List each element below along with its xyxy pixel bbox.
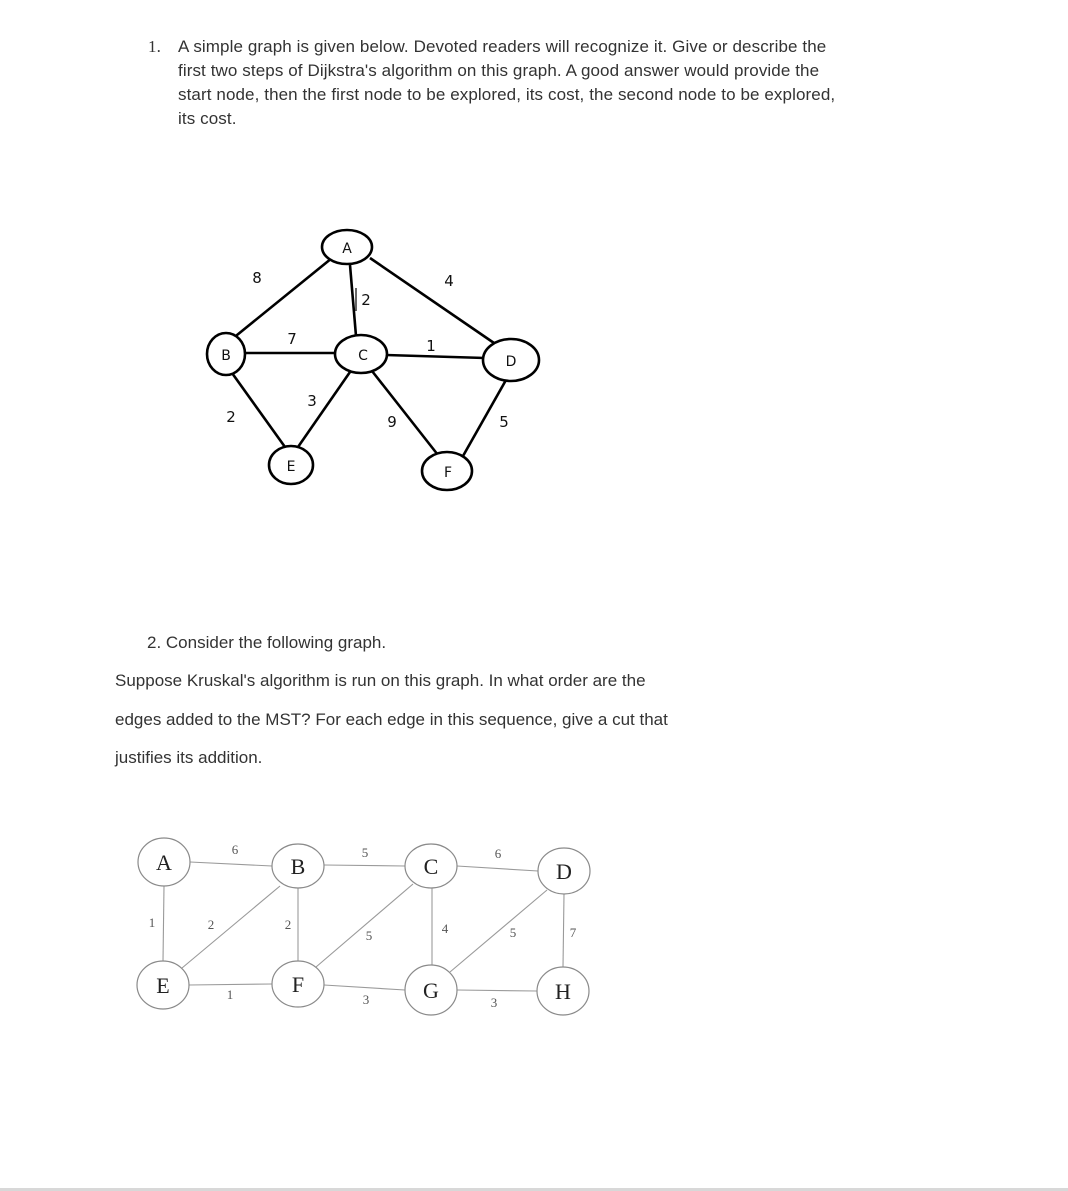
g2-weight-ab: 6 (231, 842, 239, 857)
g2-edge-fc (316, 884, 413, 967)
g2-node-a-label: A (156, 850, 172, 875)
g1-weight-df: 5 (499, 413, 509, 431)
question-1-line-4: its cost. (178, 109, 237, 128)
g1-weight-cf: 9 (387, 413, 397, 431)
g2-node-b-label: B (290, 854, 306, 879)
g2-weight-ef: 1 (226, 987, 234, 1002)
g2-node-g-label: G (423, 978, 439, 1003)
question-1-line-1: A simple graph is given below. Devoted readers will recognize it. Give or describe the (178, 37, 827, 56)
g1-weight-ab: 8 (252, 269, 262, 287)
question-2-line-2: edges added to the MST? For each edge in this sequence, give a cut that (115, 709, 668, 729)
question-2-line-1: Suppose Kruskal's algorithm is run on this graph. In what order are the (115, 671, 646, 690)
g2-weight-gd: 5 (509, 925, 517, 940)
g2-weight-fg: 3 (362, 992, 370, 1007)
g2-edge-ef (189, 984, 272, 985)
question-2-heading: 2. Consider the following graph. (147, 633, 387, 652)
g2-edge-cd (457, 866, 538, 871)
g2-edge-fg (324, 985, 405, 990)
g1-weight-cd: 1 (426, 337, 436, 355)
g1-node-a-label: A (342, 241, 352, 257)
question-2-line-3: justifies its addition. (115, 748, 263, 767)
g2-node-e-label: E (156, 973, 170, 998)
g2-weight-gh: 3 (490, 995, 498, 1010)
g2-edge-gd (450, 890, 547, 972)
g2-weight-dh: 7 (569, 925, 577, 940)
g2-weight-fc: 5 (365, 928, 373, 943)
question-1-line-3: start node, then the first node to be explored, its cost, the second node to be explored, (178, 85, 836, 104)
g1-weight-bc: 7 (287, 330, 297, 348)
g1-node-b-label: B (221, 348, 231, 364)
question-1-line-2: first two steps of Dijkstra's algorithm on this graph. A good answer would provide the (178, 61, 820, 80)
g1-node-d-label: D (505, 354, 517, 370)
g2-weight-ae: 1 (148, 915, 156, 930)
g2-edge-gh (457, 990, 537, 991)
g2-node-d-label: D (556, 859, 572, 884)
g2-weight-eb: 2 (207, 917, 215, 932)
g2-edge-eb (182, 886, 280, 968)
g1-weight-ac: 2 (361, 291, 371, 309)
g2-node-c-label: C (423, 854, 439, 879)
g2-edge-ab (190, 862, 272, 866)
question-1-number: 1. (148, 37, 161, 56)
g1-node-c-label: C (358, 348, 368, 364)
g2-edge-bc (324, 865, 405, 866)
g2-edge-dh (563, 894, 564, 967)
g2-weight-bf: 2 (284, 917, 292, 932)
g1-node-e-label: E (286, 459, 296, 475)
g2-weight-cd: 6 (494, 846, 502, 861)
g1-weight-be: 2 (226, 408, 236, 426)
g1-weight-ce: 3 (307, 392, 317, 410)
g1-node-f-label: F (443, 465, 453, 481)
g2-weight-bc: 5 (361, 845, 369, 860)
g1-weight-ad: 4 (444, 272, 454, 290)
g2-node-f-label: F (291, 972, 305, 997)
g2-node-h-label: H (555, 979, 571, 1004)
g2-edge-ae (163, 886, 164, 961)
g2-weight-cg: 4 (441, 921, 449, 936)
